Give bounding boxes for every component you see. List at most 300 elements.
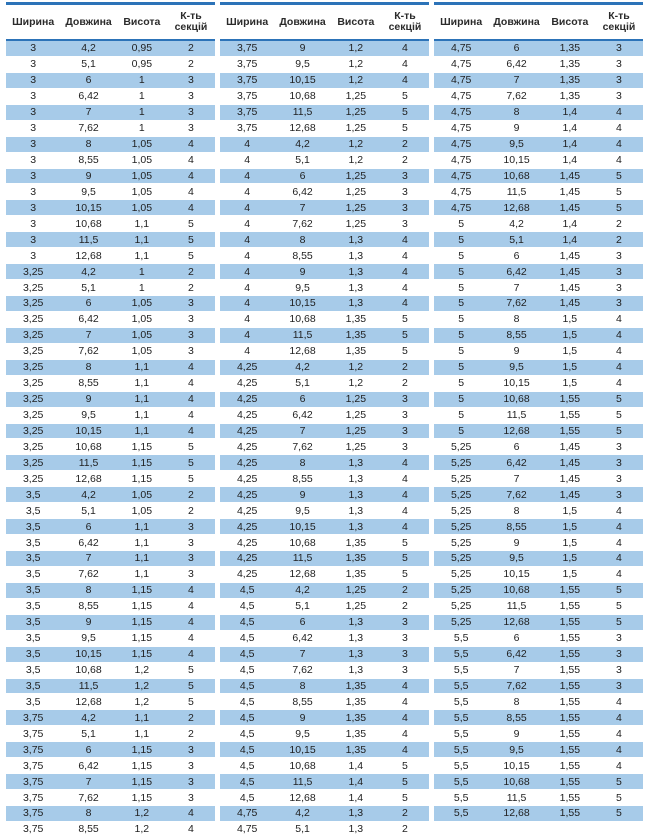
cell-height: 1,45 (545, 487, 595, 503)
cell-width: 4 (220, 264, 274, 280)
cell-height: 1,25 (331, 184, 381, 200)
cell-sections: 4 (167, 152, 215, 168)
cell-length: 7 (60, 774, 116, 790)
cell-length: 5,1 (274, 821, 330, 837)
cell-width: 3,75 (220, 72, 274, 88)
cell-sections: 3 (381, 662, 429, 678)
cell-sections: 5 (167, 678, 215, 694)
cell-length: 10,15 (274, 72, 330, 88)
header-sections: К-ть секцій (595, 5, 643, 40)
cell-height: 1,5 (545, 375, 595, 391)
cell-height: 1,3 (331, 662, 381, 678)
cell-sections: 4 (595, 152, 643, 168)
cell-length: 8 (488, 104, 544, 120)
cell-height: 1,05 (117, 343, 167, 359)
cell-sections: 2 (381, 806, 429, 822)
cell-length: 8,55 (60, 375, 116, 391)
table-row (6, 455, 215, 471)
cell-width: 3,75 (6, 710, 60, 726)
cell-height: 1,3 (331, 264, 381, 280)
cell-height: 1,15 (117, 439, 167, 455)
table-header (434, 5, 643, 40)
table-row (220, 535, 429, 551)
cell-height: 1,1 (117, 359, 167, 375)
cell-length: 8,55 (488, 327, 544, 343)
cell-sections: 4 (381, 519, 429, 535)
table-row (220, 678, 429, 694)
cell-width: 4,25 (220, 407, 274, 423)
cell-sections: 4 (595, 375, 643, 391)
cell-height: 1,3 (331, 503, 381, 519)
cell-height: 1,05 (117, 327, 167, 343)
table-row (6, 598, 215, 614)
cell-sections: 4 (381, 40, 429, 56)
cell-height: 1,55 (545, 614, 595, 630)
cell-sections: 3 (381, 439, 429, 455)
cell-width: 4,5 (220, 742, 274, 758)
cell-height: 1,15 (117, 614, 167, 630)
cell-sections: 3 (167, 327, 215, 343)
cell-length: 9,5 (488, 742, 544, 758)
cell-sections: 4 (167, 582, 215, 598)
header-height: Висота (331, 5, 381, 40)
table-panel-3 (434, 2, 643, 820)
cell-width: 4,25 (220, 423, 274, 439)
table-row (220, 551, 429, 567)
cell-sections: 4 (381, 726, 429, 742)
cell-height: 1,55 (545, 806, 595, 822)
cell-height: 1,2 (331, 136, 381, 152)
cell-height: 1,05 (117, 487, 167, 503)
cell-height: 1,45 (545, 184, 595, 200)
table-row (220, 758, 429, 774)
cell-height: 1,35 (331, 726, 381, 742)
table-row (6, 232, 215, 248)
cell-height: 1,45 (545, 264, 595, 280)
cell-sections: 4 (381, 280, 429, 296)
cell-length: 8,55 (274, 471, 330, 487)
cell-length: 7,62 (274, 662, 330, 678)
table-row (434, 120, 643, 136)
cell-width: 4,25 (220, 487, 274, 503)
cell-height: 1,3 (331, 806, 381, 822)
cell-width: 3,75 (220, 40, 274, 56)
cell-height: 0,95 (117, 56, 167, 72)
cell-sections: 4 (167, 136, 215, 152)
cell-width: 3,5 (6, 678, 60, 694)
cell-width: 3 (6, 136, 60, 152)
table-row (220, 614, 429, 630)
cell-length: 6 (274, 391, 330, 407)
cell-sections: 4 (167, 821, 215, 837)
cell-height: 1,25 (331, 120, 381, 136)
table-row (6, 359, 215, 375)
cell-sections: 3 (167, 742, 215, 758)
cell-sections: 4 (167, 630, 215, 646)
table-row (6, 407, 215, 423)
cell-width: 4 (220, 200, 274, 216)
header-height: Висота (545, 5, 595, 40)
cell-width: 3,75 (6, 774, 60, 790)
cell-sections: 3 (167, 72, 215, 88)
cell-width: 4,75 (434, 168, 488, 184)
cell-sections: 4 (595, 566, 643, 582)
cell-width: 5 (434, 248, 488, 264)
cell-length: 9,5 (488, 551, 544, 567)
cell-width: 3,5 (6, 614, 60, 630)
cell-width: 3,25 (6, 280, 60, 296)
table-row (220, 455, 429, 471)
cell-height: 1 (117, 88, 167, 104)
cell-width: 3,5 (6, 519, 60, 535)
cell-sections: 3 (381, 216, 429, 232)
cell-height: 1,55 (545, 694, 595, 710)
cell-height: 1 (117, 104, 167, 120)
cell-sections: 5 (595, 614, 643, 630)
cell-length: 7 (60, 104, 116, 120)
cell-sections: 3 (595, 88, 643, 104)
cell-width: 3,5 (6, 566, 60, 582)
cell-width: 5,5 (434, 758, 488, 774)
cell-width: 4 (220, 232, 274, 248)
cell-sections: 4 (595, 104, 643, 120)
cell-height: 1,25 (331, 200, 381, 216)
cell-sections: 3 (167, 758, 215, 774)
cell-width: 3,25 (6, 359, 60, 375)
cell-length: 10,68 (274, 758, 330, 774)
cell-length: 8,55 (60, 821, 116, 837)
cell-length: 9,5 (274, 280, 330, 296)
cell-length: 10,68 (274, 311, 330, 327)
table-row (6, 614, 215, 630)
cell-length: 6 (274, 168, 330, 184)
cell-height: 1,25 (331, 168, 381, 184)
cell-height: 1,5 (545, 311, 595, 327)
cell-width: 5,5 (434, 662, 488, 678)
cell-height: 1,1 (117, 391, 167, 407)
table-row (6, 726, 215, 742)
cell-width: 4,25 (220, 359, 274, 375)
cell-height: 1,2 (117, 662, 167, 678)
cell-length: 9,5 (60, 630, 116, 646)
cell-sections: 4 (381, 455, 429, 471)
cell-sections: 5 (381, 774, 429, 790)
cell-length: 4,2 (60, 487, 116, 503)
cell-width: 5 (434, 216, 488, 232)
cell-height: 1,25 (331, 391, 381, 407)
table-row (434, 104, 643, 120)
cell-width: 3,25 (6, 343, 60, 359)
table-row (6, 806, 215, 822)
cell-sections: 5 (595, 168, 643, 184)
cell-sections: 4 (167, 598, 215, 614)
cell-sections: 5 (595, 790, 643, 806)
cell-sections: 3 (595, 678, 643, 694)
table-row (6, 375, 215, 391)
table-row (220, 40, 429, 56)
cell-width: 3,5 (6, 646, 60, 662)
cell-sections: 5 (595, 582, 643, 598)
cell-sections: 3 (167, 120, 215, 136)
cell-height: 1,2 (117, 694, 167, 710)
cell-width: 4,75 (220, 821, 274, 837)
cell-width: 4,5 (220, 694, 274, 710)
cell-length: 6,42 (488, 56, 544, 72)
cell-sections: 5 (595, 806, 643, 822)
cell-length: 10,68 (274, 535, 330, 551)
cell-width: 3,25 (6, 391, 60, 407)
cell-length: 7,62 (488, 296, 544, 312)
cell-width: 4,75 (434, 120, 488, 136)
cell-length: 6 (60, 296, 116, 312)
cell-sections: 3 (381, 200, 429, 216)
cell-width: 3,25 (6, 439, 60, 455)
cell-length: 4,2 (488, 216, 544, 232)
cell-height: 1,35 (331, 742, 381, 758)
cell-length: 8 (60, 806, 116, 822)
cell-sections: 4 (381, 296, 429, 312)
cell-width: 5 (434, 343, 488, 359)
table-row (220, 774, 429, 790)
cell-height: 1,35 (545, 72, 595, 88)
cell-sections: 5 (167, 248, 215, 264)
table-row (220, 598, 429, 614)
cell-width: 3 (6, 248, 60, 264)
table-row (6, 694, 215, 710)
table-row (6, 248, 215, 264)
cell-height: 1,2 (331, 72, 381, 88)
cell-height: 1,55 (545, 758, 595, 774)
cell-length: 6,42 (488, 646, 544, 662)
table-row (6, 343, 215, 359)
table-row (434, 535, 643, 551)
cell-sections: 4 (167, 407, 215, 423)
cell-height: 1,55 (545, 646, 595, 662)
cell-sections: 3 (595, 646, 643, 662)
cell-height: 1,35 (331, 694, 381, 710)
cell-height: 1 (117, 264, 167, 280)
cell-length: 10,15 (274, 296, 330, 312)
cell-width: 4,25 (220, 455, 274, 471)
cell-sections: 2 (167, 710, 215, 726)
cell-length: 6 (60, 742, 116, 758)
cell-width: 3 (6, 104, 60, 120)
cell-height: 1,05 (117, 184, 167, 200)
header-height: Висота (117, 5, 167, 40)
cell-width: 4,25 (220, 391, 274, 407)
cell-length: 11,5 (488, 184, 544, 200)
cell-length: 11,5 (488, 598, 544, 614)
cell-width: 5,5 (434, 806, 488, 822)
cell-length: 11,5 (274, 774, 330, 790)
table-row (6, 152, 215, 168)
cell-height: 1,35 (545, 88, 595, 104)
cell-width: 4,5 (220, 678, 274, 694)
cell-width: 5,25 (434, 519, 488, 535)
table-row (6, 327, 215, 343)
cell-height: 1,1 (117, 566, 167, 582)
table-row (220, 582, 429, 598)
cell-height: 1,1 (117, 407, 167, 423)
table-row (6, 582, 215, 598)
table-row (220, 72, 429, 88)
dimensions-table-1 (6, 5, 215, 838)
table-row (6, 104, 215, 120)
cell-sections: 3 (381, 646, 429, 662)
cell-width: 4,5 (220, 630, 274, 646)
cell-length: 11,5 (60, 232, 116, 248)
cell-width: 5,25 (434, 503, 488, 519)
header-sections: К-ть секцій (167, 5, 215, 40)
cell-width: 3 (6, 40, 60, 56)
cell-length: 12,68 (60, 471, 116, 487)
cell-sections: 2 (167, 56, 215, 72)
table-row (6, 72, 215, 88)
cell-length: 10,68 (60, 439, 116, 455)
cell-width: 4,5 (220, 646, 274, 662)
table-row (220, 232, 429, 248)
cell-width: 5,5 (434, 630, 488, 646)
table-row (220, 280, 429, 296)
cell-height: 1,25 (331, 423, 381, 439)
cell-width: 4 (220, 216, 274, 232)
cell-height: 1,25 (331, 407, 381, 423)
cell-width: 4 (220, 280, 274, 296)
cell-sections: 3 (595, 248, 643, 264)
cell-width: 5,25 (434, 598, 488, 614)
cell-length: 10,15 (488, 566, 544, 582)
table-row (434, 248, 643, 264)
table-row (434, 152, 643, 168)
cell-length: 8,55 (274, 694, 330, 710)
table-row (6, 423, 215, 439)
cell-height: 1,3 (331, 248, 381, 264)
cell-length: 6 (60, 72, 116, 88)
cell-sections: 4 (381, 710, 429, 726)
cell-height: 1,45 (545, 248, 595, 264)
cell-sections: 3 (595, 296, 643, 312)
cell-length: 7,62 (60, 120, 116, 136)
cell-length: 6,42 (60, 758, 116, 774)
cell-height: 1,55 (545, 678, 595, 694)
table-row (434, 471, 643, 487)
table-row (220, 136, 429, 152)
cell-sections: 3 (381, 168, 429, 184)
cell-sections: 4 (381, 471, 429, 487)
cell-width: 5 (434, 391, 488, 407)
cell-height: 1,45 (545, 455, 595, 471)
cell-sections: 4 (167, 806, 215, 822)
cell-width: 3,5 (6, 582, 60, 598)
cell-width: 5,5 (434, 774, 488, 790)
cell-height: 1,15 (117, 471, 167, 487)
tables-container (6, 2, 643, 836)
cell-length: 6,42 (60, 311, 116, 327)
table-row (434, 375, 643, 391)
table-row (220, 184, 429, 200)
cell-width: 4,75 (434, 104, 488, 120)
table-row (434, 582, 643, 598)
cell-width: 3,5 (6, 535, 60, 551)
cell-sections: 4 (595, 551, 643, 567)
cell-length: 8,55 (488, 710, 544, 726)
cell-length: 6 (488, 40, 544, 56)
cell-length: 6 (488, 439, 544, 455)
cell-sections: 3 (381, 630, 429, 646)
table-row (6, 120, 215, 136)
table-row (6, 88, 215, 104)
cell-sections: 4 (595, 710, 643, 726)
cell-sections: 3 (595, 439, 643, 455)
cell-sections: 4 (381, 232, 429, 248)
cell-sections: 4 (595, 726, 643, 742)
cell-sections: 4 (167, 423, 215, 439)
cell-width: 4 (220, 136, 274, 152)
cell-height: 1,2 (331, 375, 381, 391)
table-row (220, 423, 429, 439)
table-row (434, 806, 643, 822)
cell-length: 9 (60, 391, 116, 407)
cell-width: 5,25 (434, 487, 488, 503)
cell-length: 10,15 (274, 742, 330, 758)
cell-height: 1 (117, 280, 167, 296)
cell-height: 1,35 (331, 678, 381, 694)
cell-sections: 3 (595, 662, 643, 678)
cell-length: 10,68 (488, 168, 544, 184)
table-row (6, 391, 215, 407)
cell-height: 1,35 (545, 40, 595, 56)
cell-height: 1,4 (331, 790, 381, 806)
cell-sections: 4 (381, 503, 429, 519)
cell-length: 5,1 (488, 232, 544, 248)
cell-sections: 3 (595, 72, 643, 88)
cell-sections: 2 (167, 280, 215, 296)
cell-length: 7 (488, 471, 544, 487)
table-row (434, 359, 643, 375)
cell-sections: 3 (167, 88, 215, 104)
cell-length: 8 (274, 455, 330, 471)
cell-height: 1,2 (331, 359, 381, 375)
cell-width: 3,75 (6, 758, 60, 774)
table-row (6, 280, 215, 296)
cell-sections: 3 (167, 296, 215, 312)
cell-sections: 5 (381, 566, 429, 582)
cell-height: 1,35 (545, 56, 595, 72)
table-row (220, 168, 429, 184)
cell-width: 3,75 (6, 806, 60, 822)
cell-sections: 4 (381, 72, 429, 88)
table-row (220, 742, 429, 758)
cell-width: 4,75 (434, 88, 488, 104)
cell-sections: 3 (167, 343, 215, 359)
cell-sections: 5 (595, 598, 643, 614)
cell-sections: 4 (595, 742, 643, 758)
cell-width: 4 (220, 184, 274, 200)
cell-sections: 4 (595, 519, 643, 535)
table-row (220, 88, 429, 104)
cell-sections: 5 (381, 343, 429, 359)
cell-sections: 4 (595, 535, 643, 551)
cell-height: 1,55 (545, 710, 595, 726)
cell-height: 1,5 (545, 551, 595, 567)
cell-height: 1,4 (545, 232, 595, 248)
table-row (434, 694, 643, 710)
cell-length: 5,1 (60, 503, 116, 519)
cell-width: 4,5 (220, 614, 274, 630)
cell-height: 1,4 (331, 758, 381, 774)
cell-length: 7,62 (60, 790, 116, 806)
table-row (434, 774, 643, 790)
